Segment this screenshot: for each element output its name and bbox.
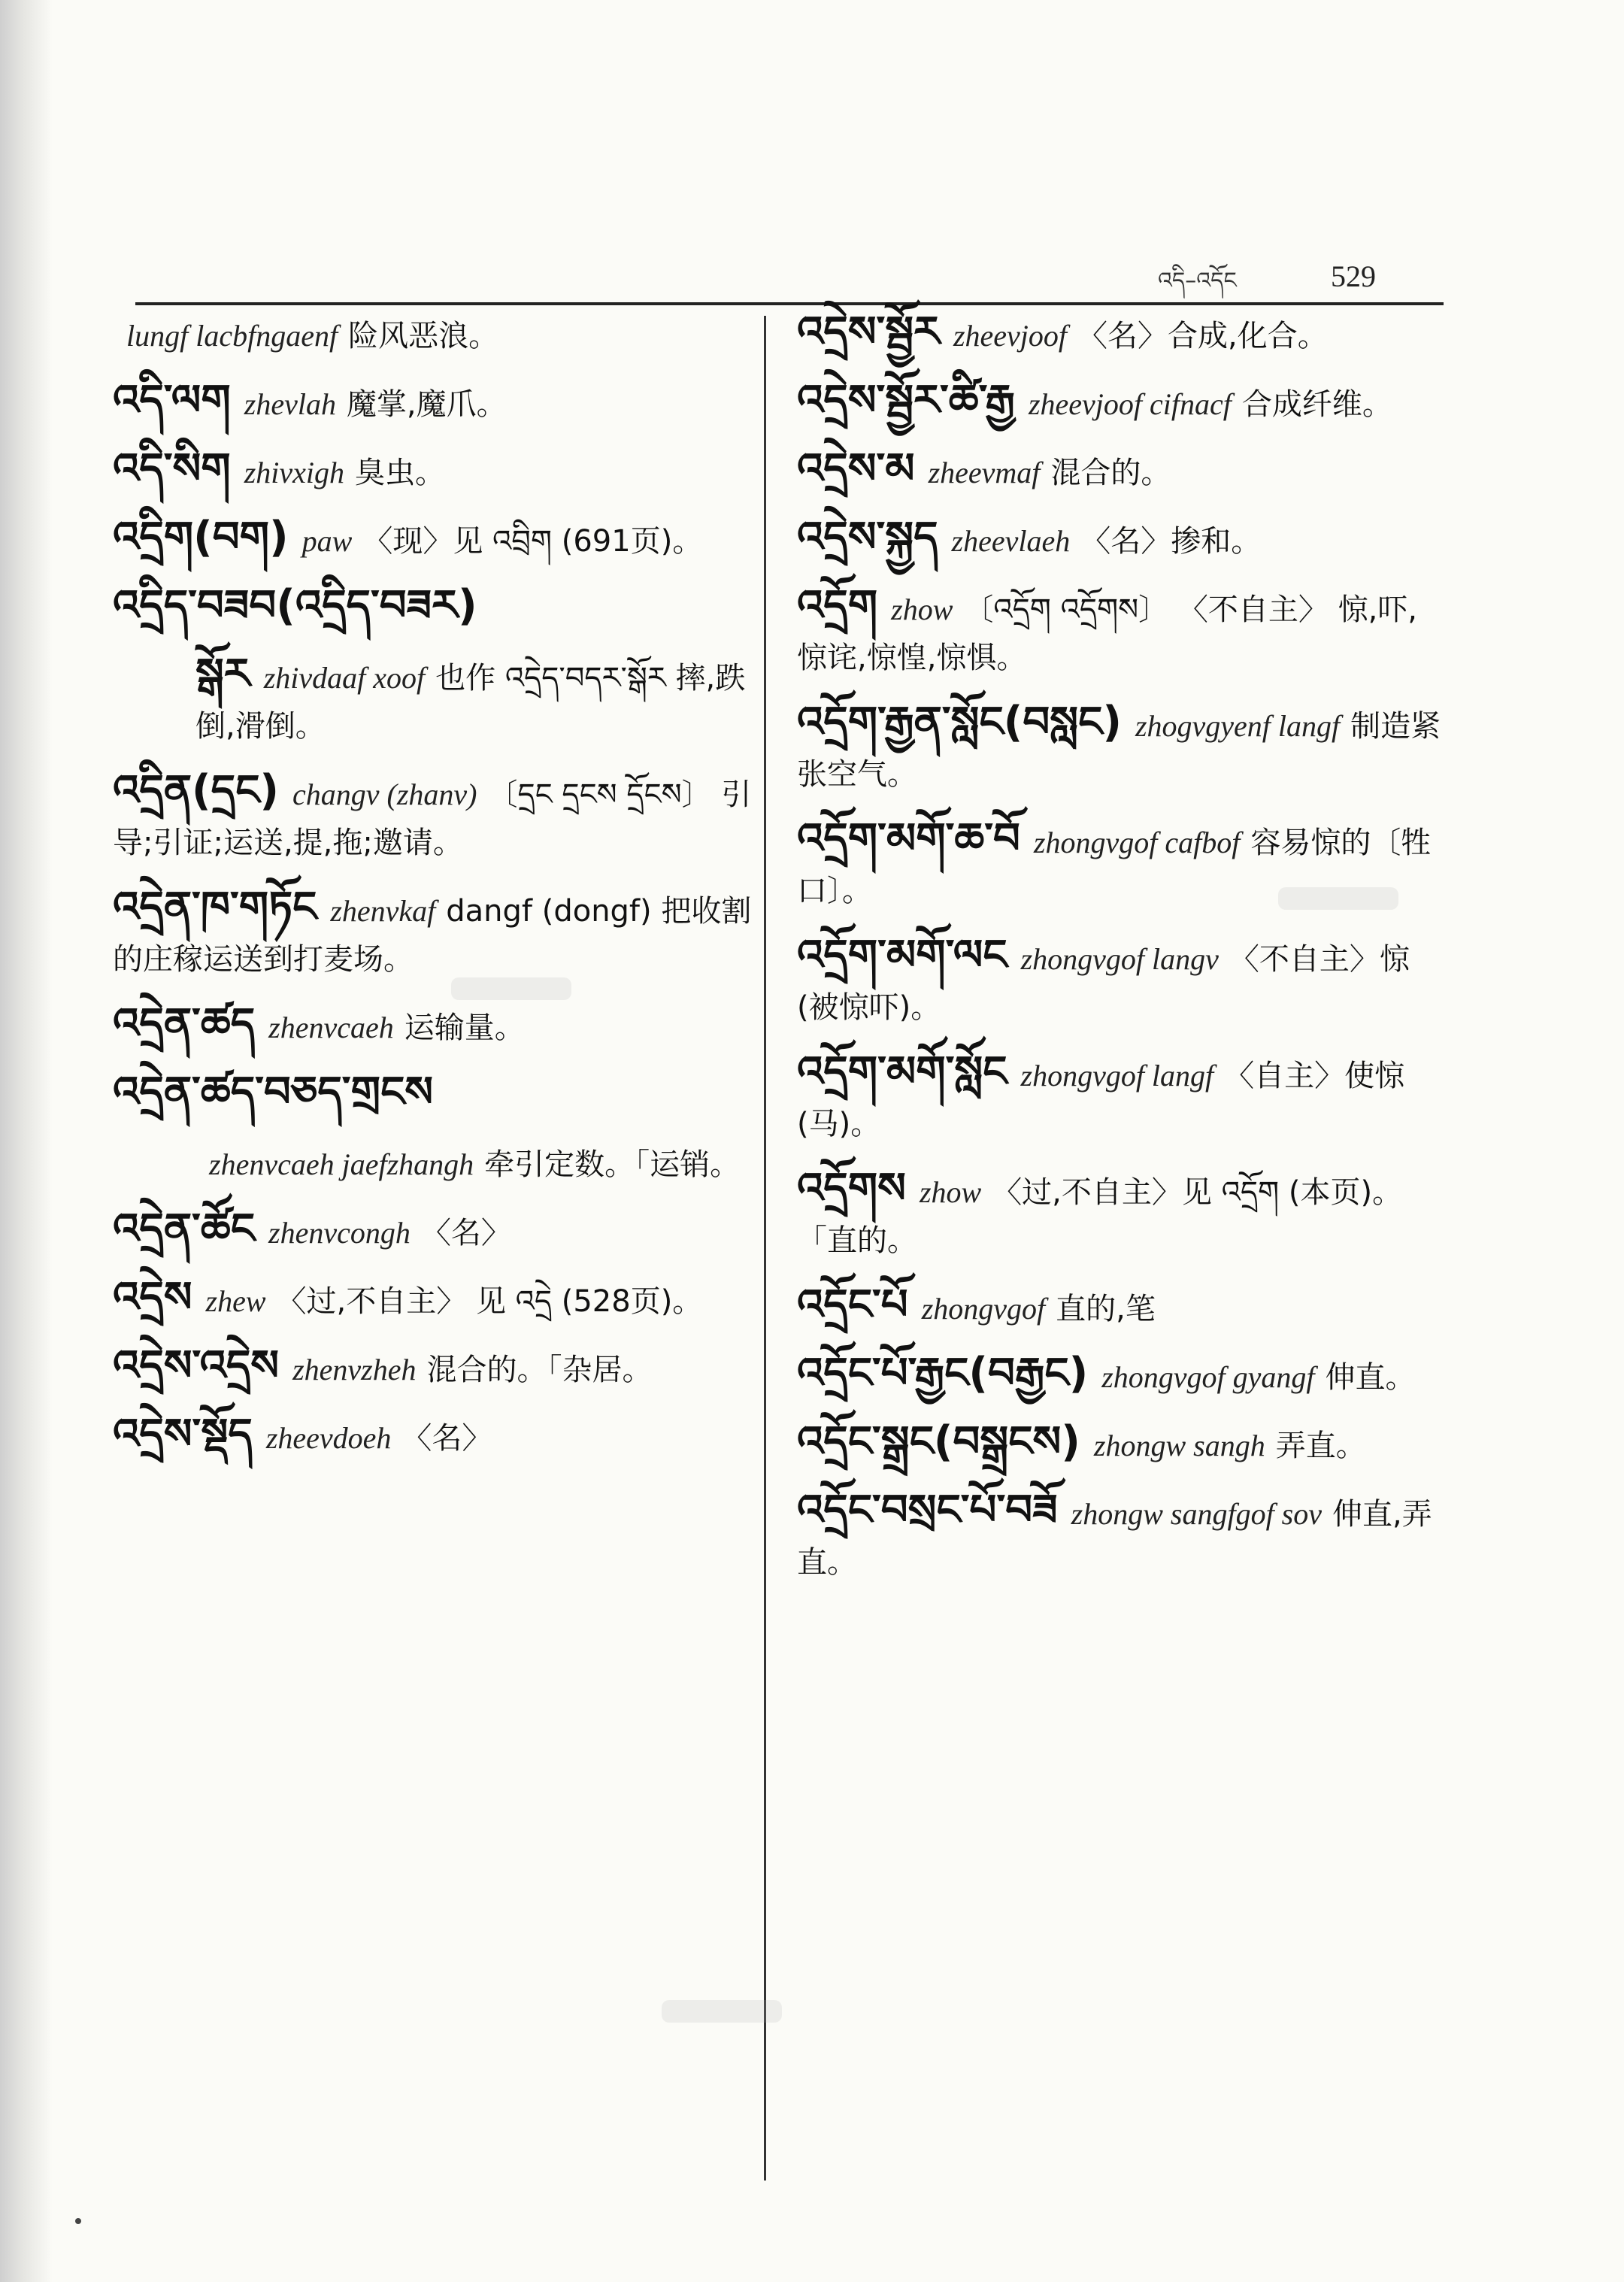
entry-gloss: 〈名〉合成,化合。 (1077, 319, 1328, 353)
dictionary-entry (797, 1281, 1444, 1333)
entry-gloss: 直的,笔 (1056, 1292, 1156, 1326)
entry-romanization: zhenνcongh (268, 1216, 411, 1250)
entry-gloss: 弄直。 (1275, 1429, 1366, 1463)
entry-headword: འདྲེན་ཚོང (113, 1205, 255, 1253)
entry-headword: འདྲེས་སྡོད (113, 1410, 253, 1459)
entry-headword: འདྲེན་ཚད་བཅད་གྲངས (113, 1068, 434, 1117)
entry-headword: འདྲོག (797, 581, 878, 630)
dictionary-entry (113, 1000, 752, 1052)
entry-headword: འདྲོང་པོ་རྒྱང(བརྒྱང) (797, 1349, 1089, 1398)
entry-gloss: 混合的。「杂居。 (426, 1353, 653, 1387)
entry-headword: འདྲིད་བཟབ(འདྲིད་བཟར) (113, 581, 477, 630)
entry-romanization: zhiνdaaf xoof (263, 661, 426, 695)
dictionary-entry (797, 1350, 1444, 1402)
entry-headword: འདྲེས་མ (797, 444, 915, 493)
entry-romanization: zheeνlaeh (951, 524, 1071, 558)
entry-romanization: zhiνxigh (244, 456, 345, 489)
entry-headword: འདྲོག་མགོ་སློང (797, 1047, 1007, 1096)
entry-headword: འདྲེས་སྐྱད (797, 513, 938, 562)
page-header (135, 248, 1444, 316)
dictionary-entry (797, 308, 1444, 360)
scan-smudge (1278, 887, 1398, 910)
entry-romanization: zhongνgof langf (1020, 1059, 1214, 1093)
entry-gloss: dangf (dongf) 把收割的庄稼运送到打麦场。 (113, 894, 752, 977)
entry-gloss: 也作 འདྲེད་བདར་སྒོར 摔,跌倒,滑倒。 (195, 661, 746, 744)
entry-romanization: zhew (205, 1284, 266, 1318)
entry-gloss: 〈过,不自主〉见 འདྲོག (本页)。「直的。 (797, 1175, 1403, 1258)
entry-headword: འདྲེས་འདྲེས (113, 1341, 280, 1390)
entry-headword: འདྲོག་མགོ་ཆ་བོ (797, 814, 1020, 863)
right-column (797, 308, 1444, 1603)
entry-romanization: zhogνgyenf langf (1135, 709, 1341, 743)
entry-headword: འདི་ལག (113, 376, 231, 425)
entry-headword: འདྲོང་པོ (797, 1280, 908, 1329)
entry-romanization: zhongw sangfgof sov (1071, 1497, 1322, 1531)
column-divider (764, 316, 766, 2180)
dictionary-entry (113, 377, 752, 429)
dictionary-entry (113, 1068, 752, 1120)
entry-gloss: 混合的。 (1050, 456, 1171, 490)
entry-headword: འདྲོང་སྒྲང(བསྒྲངས) (797, 1417, 1080, 1466)
entry-romanization: zheeνjoof cifnacf (1028, 387, 1232, 421)
dictionary-entry (113, 308, 752, 360)
entry-headword: འདྲོགས (797, 1164, 906, 1213)
entry-romanization: paw (301, 524, 353, 558)
entry-romanization: zhongνgof (921, 1292, 1046, 1326)
dictionary-entry (797, 445, 1444, 497)
entry-headword: འདྲིན(དྲང) (113, 766, 279, 815)
entry-romanization: zhongνgof cafbof (1033, 826, 1241, 859)
entry-gloss: 〔འདྲོག འདྲོགས〕 〈不自主〉 惊,吓,惊诧,惊惶,惊惧。 (797, 592, 1418, 675)
entry-headword: འདྲེས (113, 1273, 192, 1322)
entry-gloss: 牵引定数。「运销。 (484, 1147, 741, 1182)
dictionary-entry (113, 1411, 752, 1462)
entry-gloss: 制造紧张空气。 (797, 709, 1441, 792)
page-number: 529 (1331, 259, 1376, 293)
dictionary-entry (113, 514, 752, 565)
entry-gloss: 〈名〉 (420, 1216, 511, 1250)
dictionary-entry (113, 445, 752, 497)
dictionary-entry (113, 582, 752, 634)
entry-headword: འདི་སིག (113, 444, 231, 493)
left-column (113, 308, 752, 1479)
entry-romanization: zhenνkaf (330, 894, 436, 928)
entry-romanization: zhenνzheh (292, 1353, 417, 1386)
entry-headword: སྒོར (195, 650, 250, 699)
scan-dot (75, 2218, 81, 2224)
entry-headword: འདྲེས་སྦྱོར་ཚི་རྒྱ (797, 376, 1015, 425)
entry-gloss: 〈名〉 (401, 1421, 492, 1456)
entry-romanization: zhenνcaeh (268, 1011, 394, 1044)
entry-headword: འདྲེན་ཚད (113, 999, 256, 1048)
entry-headword: འདྲོག་མགོ་ལང (797, 931, 1007, 980)
entry-headword: འདྲོང་བསྲང་པོ་བཟོ (797, 1486, 1058, 1535)
entry-headword: འདྲེན་ཁ་གཏོང (113, 883, 317, 932)
dictionary-entry (797, 514, 1444, 565)
entry-gloss: 〈不自主〉惊(被惊吓)。 (797, 942, 1410, 1025)
entry-romanization: zhow (891, 592, 953, 626)
dictionary-entry (113, 650, 752, 750)
entry-gloss: 伸直。 (1325, 1360, 1416, 1395)
entry-gloss: 伸直,弄直。 (797, 1497, 1432, 1580)
entry-gloss: 〈名〉掺和。 (1080, 524, 1262, 559)
dictionary-entry (797, 699, 1444, 799)
entry-romanization: zhenνcaeh jaefzhangh (209, 1147, 474, 1181)
entry-romanization: changν (zhanν) (292, 777, 477, 811)
entry-gloss: 魔掌,魔爪。 (346, 387, 507, 422)
entry-headword: འདྲོག་རྒྱན་སློང(བསླང) (797, 698, 1122, 747)
entry-headword: འདྲིག(བག) (113, 513, 289, 562)
dictionary-entry (797, 1418, 1444, 1470)
entry-romanization: lungf lacbfngaenf (126, 319, 338, 353)
header-rule (135, 302, 1444, 305)
dictionary-entry (113, 1274, 752, 1326)
dictionary-entry (113, 1205, 752, 1257)
entry-gloss: 臭虫。 (355, 456, 446, 490)
entry-romanization: zhongw sangh (1093, 1429, 1265, 1462)
entry-romanization: zheeνjoof (953, 319, 1068, 353)
entry-romanization: zhongνgof gyangf (1101, 1360, 1315, 1394)
dictionary-entry (797, 582, 1444, 682)
entry-gloss: 容易惊的〔牲口〕。 (797, 826, 1432, 908)
scan-smudge (451, 977, 571, 1000)
dictionary-entry (797, 1048, 1444, 1148)
dictionary-entry (797, 377, 1444, 429)
entry-headword: འདྲེས་སྦྱོར (797, 308, 940, 356)
dictionary-entry (797, 1165, 1444, 1265)
entry-gloss: 〈自主〉使惊(马)。 (797, 1059, 1405, 1141)
entry-gloss: 〔དྲང དྲངས དྲོངས〕 引导;引证;运送,提,拖;邀请。 (113, 777, 752, 860)
entry-romanization: zheνlah (244, 387, 336, 421)
entry-gloss: 险风恶浪。 (348, 319, 499, 353)
entry-romanization: zhow (919, 1175, 982, 1209)
dictionary-entry (113, 883, 752, 983)
entry-romanization: zheeνmaf (928, 456, 1041, 489)
entry-gloss: 〈现〉见 འབྲིག (691页)。 (362, 524, 703, 559)
header-range: འདི–འདོང (1158, 268, 1237, 294)
dictionary-entry (113, 767, 752, 867)
entry-romanization: zheeνdoeh (265, 1421, 392, 1455)
scan-smudge (662, 2000, 782, 2023)
entry-gloss: 〈过,不自主〉 见 འདྲེ (528页)。 (276, 1284, 703, 1319)
dictionary-entry (113, 1342, 752, 1394)
entry-gloss: 运输量。 (404, 1011, 525, 1045)
dictionary-entry (113, 1137, 752, 1189)
scanned-page-edge (0, 0, 53, 2282)
dictionary-entry (797, 1486, 1444, 1586)
entry-gloss: 合成纤维。 (1241, 387, 1392, 422)
dictionary-entry (797, 932, 1444, 1032)
entry-romanization: zhongνgof langν (1020, 942, 1219, 976)
